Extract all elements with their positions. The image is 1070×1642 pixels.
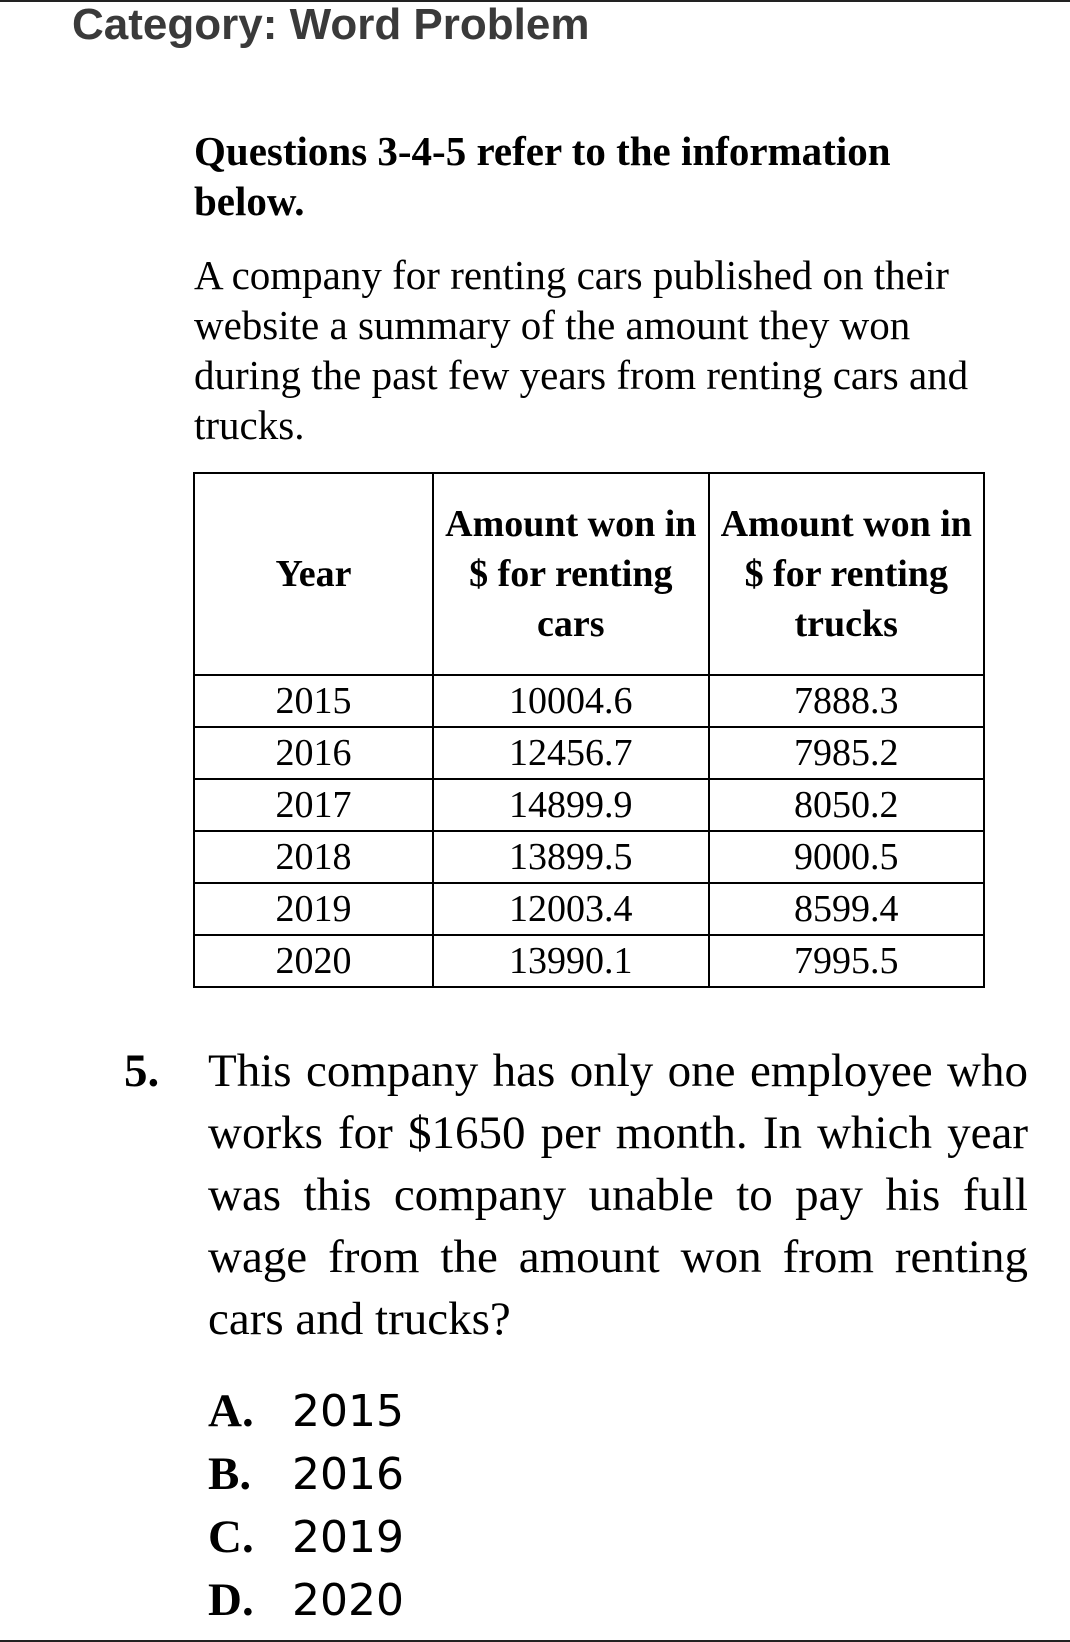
cell-year: 2017 bbox=[194, 779, 433, 831]
option-letter: B. bbox=[208, 1448, 252, 1500]
option-b[interactable] bbox=[208, 1443, 404, 1506]
table-row bbox=[194, 831, 984, 883]
question-number: 5. bbox=[124, 1045, 160, 1097]
cell-trucks: 8050.2 bbox=[709, 779, 984, 831]
cell-cars: 12003.4 bbox=[433, 883, 708, 935]
cell-trucks: 9000.5 bbox=[709, 831, 984, 883]
table-row bbox=[194, 675, 984, 727]
cell-trucks: 7888.3 bbox=[709, 675, 984, 727]
table-row bbox=[194, 935, 984, 987]
cell-cars: 10004.6 bbox=[433, 675, 708, 727]
cell-year: 2018 bbox=[194, 831, 433, 883]
intro-text: Questions 3-4-5 refer to the information below. bbox=[194, 128, 891, 224]
table-header-row bbox=[194, 473, 984, 675]
category-label: Category: Word Problem bbox=[72, 0, 590, 49]
question-text: This company has only one employee who works for $1650 per month. In which year was this company unable to pay his full wage from the amount won from renting cars and trucks? bbox=[208, 1045, 1028, 1345]
option-letter: D. bbox=[208, 1574, 254, 1626]
header-trucks-amount: Amount won in $ for renting trucks bbox=[709, 473, 984, 675]
option-value: 2015 bbox=[292, 1386, 404, 1437]
option-d[interactable] bbox=[208, 1569, 404, 1632]
cell-year: 2015 bbox=[194, 675, 433, 727]
cell-year: 2016 bbox=[194, 727, 433, 779]
cell-year: 2019 bbox=[194, 883, 433, 935]
table-row bbox=[194, 883, 984, 935]
question-block bbox=[124, 1040, 1028, 1350]
option-letter: C. bbox=[208, 1511, 254, 1563]
option-a[interactable] bbox=[208, 1380, 404, 1443]
table-row bbox=[194, 779, 984, 831]
cell-cars: 12456.7 bbox=[433, 727, 708, 779]
table-row bbox=[194, 727, 984, 779]
cell-year: 2020 bbox=[194, 935, 433, 987]
cell-trucks: 7985.2 bbox=[709, 727, 984, 779]
passage-text: A company for renting cars published on their website a summary of the amount they won during the past few years from renting cars and trucks. bbox=[194, 252, 969, 448]
header-cars-amount: Amount won in $ for renting cars bbox=[433, 473, 708, 675]
cell-cars: 14899.9 bbox=[433, 779, 708, 831]
cell-cars: 13899.5 bbox=[433, 831, 708, 883]
option-letter: A. bbox=[208, 1385, 254, 1437]
cell-trucks: 8599.4 bbox=[709, 883, 984, 935]
header-year: Year bbox=[194, 473, 433, 675]
cell-trucks: 7995.5 bbox=[709, 935, 984, 987]
answer-options bbox=[208, 1380, 404, 1632]
option-value: 2016 bbox=[292, 1449, 404, 1500]
option-value: 2019 bbox=[292, 1512, 404, 1563]
data-table bbox=[193, 472, 985, 988]
cell-cars: 13990.1 bbox=[433, 935, 708, 987]
option-value: 2020 bbox=[292, 1575, 404, 1626]
option-c[interactable] bbox=[208, 1506, 404, 1569]
